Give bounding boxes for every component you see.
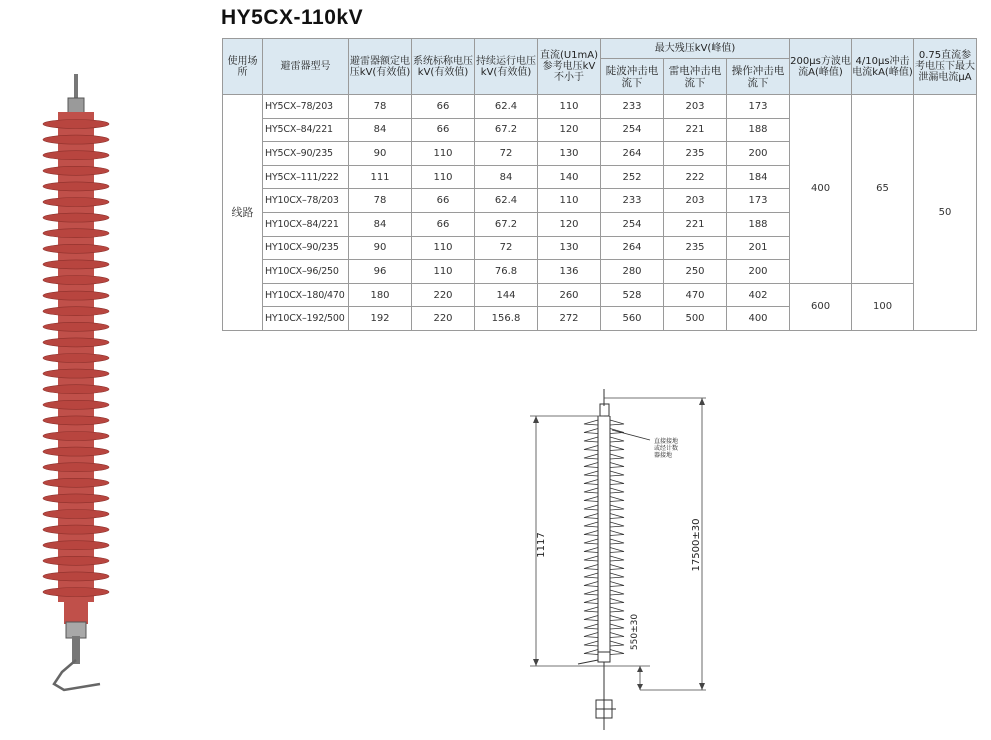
value-cell: 272	[538, 307, 601, 331]
value-cell: 400	[727, 307, 790, 331]
value-cell: 184	[727, 165, 790, 189]
shed	[43, 276, 109, 285]
drawing-shed	[584, 531, 624, 536]
arrester-photo	[0, 0, 200, 740]
shed	[43, 510, 109, 519]
value-cell: 78	[349, 95, 412, 119]
value-cell: 66	[412, 95, 475, 119]
drawing-shed	[584, 607, 624, 612]
value-cell: 110	[538, 95, 601, 119]
table-row	[223, 283, 977, 307]
header-usage: 使用场所	[223, 39, 263, 95]
value-cell: 221	[664, 212, 727, 236]
value-cell: 222	[664, 165, 727, 189]
drawing-shed	[584, 624, 624, 629]
value-cell: 470	[664, 283, 727, 307]
value-cell: 72	[475, 142, 538, 166]
drawing-shed	[584, 471, 624, 476]
shed	[43, 260, 109, 269]
drawing-shed	[584, 548, 624, 553]
shed	[43, 354, 109, 363]
value-cell: 144	[475, 283, 538, 307]
value-cell: 233	[601, 189, 664, 213]
drawing-shed	[584, 522, 624, 527]
spec-table	[222, 38, 977, 331]
impulse-current-cell: 65	[852, 95, 914, 284]
shed	[43, 213, 109, 222]
ground-note-line-1: 直接接地	[654, 438, 679, 445]
drawing-shed	[584, 446, 624, 451]
model-cell: HY10CX–90/235	[263, 236, 349, 260]
shed	[43, 135, 109, 144]
value-cell: 62.4	[475, 95, 538, 119]
value-cell: 200	[727, 142, 790, 166]
value-cell: 233	[601, 95, 664, 119]
shed	[43, 338, 109, 347]
value-cell: 180	[349, 283, 412, 307]
shed	[43, 572, 109, 581]
square-wave-cell: 600	[790, 283, 852, 330]
value-cell: 120	[538, 118, 601, 142]
value-cell: 264	[601, 236, 664, 260]
header-switching: 操作冲击电流下	[727, 59, 790, 95]
model-cell: HY5CX–111/222	[263, 165, 349, 189]
value-cell: 192	[349, 307, 412, 331]
value-cell: 140	[538, 165, 601, 189]
value-cell: 280	[601, 260, 664, 284]
shed	[43, 416, 109, 425]
value-cell: 254	[601, 118, 664, 142]
shed	[43, 556, 109, 565]
header-steep: 陡波冲击电流下	[601, 59, 664, 95]
header-max-residual: 最大残压kV(峰值)	[601, 39, 790, 59]
value-cell: 200	[727, 260, 790, 284]
value-cell: 201	[727, 236, 790, 260]
value-cell: 221	[664, 118, 727, 142]
header-leakage: 0.75直流参考电压下最大泄漏电流μA	[914, 39, 977, 95]
value-cell: 528	[601, 283, 664, 307]
drawing-shed	[584, 497, 624, 502]
value-cell: 235	[664, 236, 727, 260]
value-cell: 254	[601, 212, 664, 236]
drawing-shed	[584, 505, 624, 510]
shed	[43, 229, 109, 238]
value-cell: 156.8	[475, 307, 538, 331]
value-cell: 111	[349, 165, 412, 189]
value-cell: 62.4	[475, 189, 538, 213]
value-cell: 72	[475, 236, 538, 260]
model-cell: HY5CX–90/235	[263, 142, 349, 166]
shed	[43, 244, 109, 253]
drawing-shed	[584, 573, 624, 578]
leakage-cell: 50	[914, 95, 977, 331]
value-cell: 66	[412, 118, 475, 142]
shed	[43, 182, 109, 191]
value-cell: 110	[412, 236, 475, 260]
value-cell: 120	[538, 212, 601, 236]
header-continuous-voltage: 持续运行电压kV(有效值)	[475, 39, 538, 95]
value-cell: 90	[349, 142, 412, 166]
value-cell: 66	[412, 189, 475, 213]
drawing-shed	[584, 437, 624, 442]
drawing-shed	[584, 488, 624, 493]
shed	[43, 120, 109, 129]
header-impulse-current: 4/10μs冲击电流kA(峰值)	[852, 39, 914, 95]
value-cell: 560	[601, 307, 664, 331]
square-wave-cell: 400	[790, 95, 852, 284]
shed	[43, 307, 109, 316]
value-cell: 173	[727, 189, 790, 213]
dimension-drawing	[520, 384, 720, 736]
drawing-shed	[584, 463, 624, 468]
drawing-shed	[584, 539, 624, 544]
header-dc-reference: 直流(U1mA)参考电压kV不小于	[538, 39, 601, 95]
value-cell: 67.2	[475, 118, 538, 142]
drawing-shed	[584, 480, 624, 485]
value-cell: 110	[412, 165, 475, 189]
dim-total-label: 1117	[536, 532, 547, 558]
value-cell: 235	[664, 142, 727, 166]
value-cell: 90	[349, 236, 412, 260]
header-square-wave: 200μs方波电流A(峰值)	[790, 39, 852, 95]
model-cell: HY10CX–84/221	[263, 212, 349, 236]
model-cell: HY5CX–78/203	[263, 95, 349, 119]
value-cell: 252	[601, 165, 664, 189]
ground-note-line-2: 或经计数	[654, 445, 679, 452]
value-cell: 203	[664, 95, 727, 119]
model-cell: HY10CX–96/250	[263, 260, 349, 284]
value-cell: 110	[412, 142, 475, 166]
impulse-current-cell: 100	[852, 283, 914, 330]
value-cell: 264	[601, 142, 664, 166]
value-cell: 110	[412, 260, 475, 284]
shed	[43, 369, 109, 378]
shed	[43, 447, 109, 456]
dim-gap-label: 550±30	[630, 613, 640, 651]
usage-cell: 线路	[223, 95, 263, 331]
value-cell: 130	[538, 236, 601, 260]
value-cell: 110	[538, 189, 601, 213]
model-cell: HY10CX–78/203	[263, 189, 349, 213]
shed	[43, 432, 109, 441]
value-cell: 78	[349, 189, 412, 213]
value-cell: 84	[349, 212, 412, 236]
shed	[43, 463, 109, 472]
value-cell: 188	[727, 212, 790, 236]
value-cell: 67.2	[475, 212, 538, 236]
drawing-shed	[584, 599, 624, 604]
value-cell: 136	[538, 260, 601, 284]
ground-note-line-3: 器接地	[654, 452, 673, 459]
value-cell: 188	[727, 118, 790, 142]
drawing-shed	[584, 420, 624, 425]
value-cell: 220	[412, 283, 475, 307]
drawing-shed	[584, 565, 624, 570]
header-lightning: 雷电冲击电流下	[664, 59, 727, 95]
drawing-shed	[584, 641, 624, 646]
ground-hook	[54, 660, 100, 690]
table-row	[223, 95, 977, 119]
shed	[43, 151, 109, 160]
value-cell: 250	[664, 260, 727, 284]
drawing-shed	[584, 616, 624, 621]
shed	[43, 525, 109, 534]
shed	[43, 322, 109, 331]
shed	[43, 494, 109, 503]
drawing-shed	[584, 429, 624, 434]
drawing-shed	[584, 556, 624, 561]
shed	[43, 291, 109, 300]
value-cell: 402	[727, 283, 790, 307]
dim-height-label: 17500±30	[691, 518, 702, 572]
shed	[43, 588, 109, 597]
header-rated-voltage: 避雷器额定电压kV(有效值)	[349, 39, 412, 95]
value-cell: 220	[412, 307, 475, 331]
value-cell: 173	[727, 95, 790, 119]
model-cell: HY10CX–180/470	[263, 283, 349, 307]
drawing-shed	[584, 590, 624, 595]
shed	[43, 541, 109, 550]
value-cell: 260	[538, 283, 601, 307]
shed	[43, 166, 109, 175]
model-cell: HY10CX–192/500	[263, 307, 349, 331]
drawing-shed	[584, 582, 624, 587]
drawing-shed	[584, 633, 624, 638]
model-cell: HY5CX–84/221	[263, 118, 349, 142]
product-title: HY5CX-110kV	[221, 6, 364, 29]
shed	[43, 198, 109, 207]
value-cell: 500	[664, 307, 727, 331]
drawing-shed	[584, 454, 624, 459]
shed	[43, 400, 109, 409]
header-system-voltage: 系统标称电压kV(有效值)	[412, 39, 475, 95]
value-cell: 203	[664, 189, 727, 213]
shed	[43, 385, 109, 394]
header-model: 避雷器型号	[263, 39, 349, 95]
value-cell: 66	[412, 212, 475, 236]
value-cell: 76.8	[475, 260, 538, 284]
value-cell: 130	[538, 142, 601, 166]
drawing-shed	[584, 514, 624, 519]
shed	[43, 478, 109, 487]
value-cell: 96	[349, 260, 412, 284]
value-cell: 84	[349, 118, 412, 142]
value-cell: 84	[475, 165, 538, 189]
